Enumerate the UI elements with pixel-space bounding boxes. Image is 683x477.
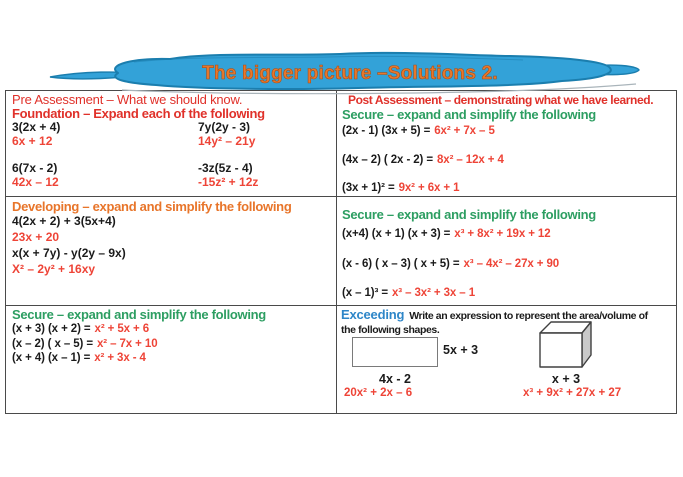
exceeding-heading-line [341,308,672,323]
problem-answer-pair [12,162,198,189]
assessment-table [5,90,677,414]
problem-expression: (x – 1)³ = [342,287,388,299]
problem-expression: (4x – 2) ( 2x - 2) = [342,154,433,166]
cell-exceeding [337,306,676,413]
rectangle-height-label: 5x + 3 [443,343,479,357]
problem-answer-pair [12,121,198,148]
answer-expression: 14y² – 21y [198,134,256,148]
equation-row [12,322,330,337]
equation-row [12,337,330,352]
equation-row [342,227,671,241]
equation-row [342,286,671,300]
exceeding-instruction-line2: the following shapes. [341,324,440,336]
cell-pre-assessment [6,91,337,197]
problem-expression: (x+4) (x + 1) (x + 3) = [342,228,451,240]
answer-expression: -15z² + 12z [198,175,259,189]
answer-expression: X² – 2y² + 16xy [12,262,96,276]
equation-row [342,124,671,138]
problem-expression: (x + 3) (x + 2) = [12,323,91,335]
problem-expression: (x – 2) ( x – 5) = [12,337,93,350]
foundation-heading: Foundation – Expand each of the following [12,106,265,121]
answer-expression: 8x² – 12x + 4 [437,154,504,166]
answer-expression: 23x + 20 [12,230,60,244]
title-banner [38,50,648,96]
answer-expression: x² – 7x + 10 [96,337,158,350]
cell-secure-middle [337,197,676,306]
exceeding-label: Exceeding [341,307,405,322]
rectangle-area-answer: 20x² + 2x – 6 [344,387,413,399]
exceeding-instruction-line1: Write an expression to represent the area/volume of [409,310,648,322]
cube-volume-answer: x³ + 9x² + 27x + 27 [523,387,622,399]
rectangle-width-label: 4x - 2 [379,372,411,386]
equation-row [342,153,671,167]
problem-expression: (x - 6) ( x – 3) ( x + 5) = [342,258,460,270]
cube-icon [537,320,595,370]
answer-expression: x³ – 3x² + 3x – 1 [391,287,475,299]
foundation-problems [12,121,330,189]
answer-expression: 6x² + 7x – 5 [434,125,495,137]
cube-shape [537,320,595,370]
problem-expression: -3z(5z - 4) [198,161,253,175]
equation-row [342,257,671,271]
answer-expression: x² + 3x - 4 [94,352,146,364]
problem-expression: (2x - 1) (3x + 5) = [342,125,431,137]
problem-expression: x(x + 7y) - y(2y – 9x) [12,246,126,260]
slide-title: The bigger picture –Solutions 2. [202,63,498,84]
secure-heading-bottom: Secure – expand and simplify the following [12,307,266,322]
problem-expression: (x + 4) (x – 1) = [12,352,91,364]
banner-cloud-shape [38,50,648,96]
answer-expression: 9x² + 6x + 1 [398,182,460,194]
secure-heading-top: Secure – expand and simplify the following [342,107,596,122]
cell-post-assessment [337,91,676,197]
cube-edge-label: x + 3 [551,372,581,386]
secure-heading-middle: Secure – expand and simplify the following [342,207,596,222]
problem-expression: (3x + 1)² = [342,182,395,194]
problem-expression: 6(7x - 2) [12,161,58,175]
equation-row [12,351,330,366]
post-assessment-heading: Post Assessment – demonstrating what we have learned. [348,93,654,107]
equation-row [342,181,671,195]
problem-expression: 7y(2y - 3) [198,120,251,134]
cell-developing [6,197,337,306]
answer-expression: x³ – 4x² – 27x + 90 [463,258,560,270]
developing-heading: Developing – expand and simplify the following [12,199,292,214]
problem-expression: 3(2x + 4) [12,120,61,134]
answer-expression: 6x + 12 [12,134,53,148]
problem-expression: 4(2x + 2) + 3(5x+4) [12,214,116,228]
answer-expression: x² + 5x + 6 [94,323,150,335]
pre-assessment-heading: Pre Assessment – What we should know. [12,92,243,107]
problem-answer-pair [198,121,330,148]
problem-answer-pair [198,162,330,189]
answer-expression: x³ + 8x² + 19x + 12 [454,228,551,240]
cell-secure-bottom [6,306,337,413]
answer-expression: 42x – 12 [12,175,59,189]
rectangle-shape [352,337,438,367]
